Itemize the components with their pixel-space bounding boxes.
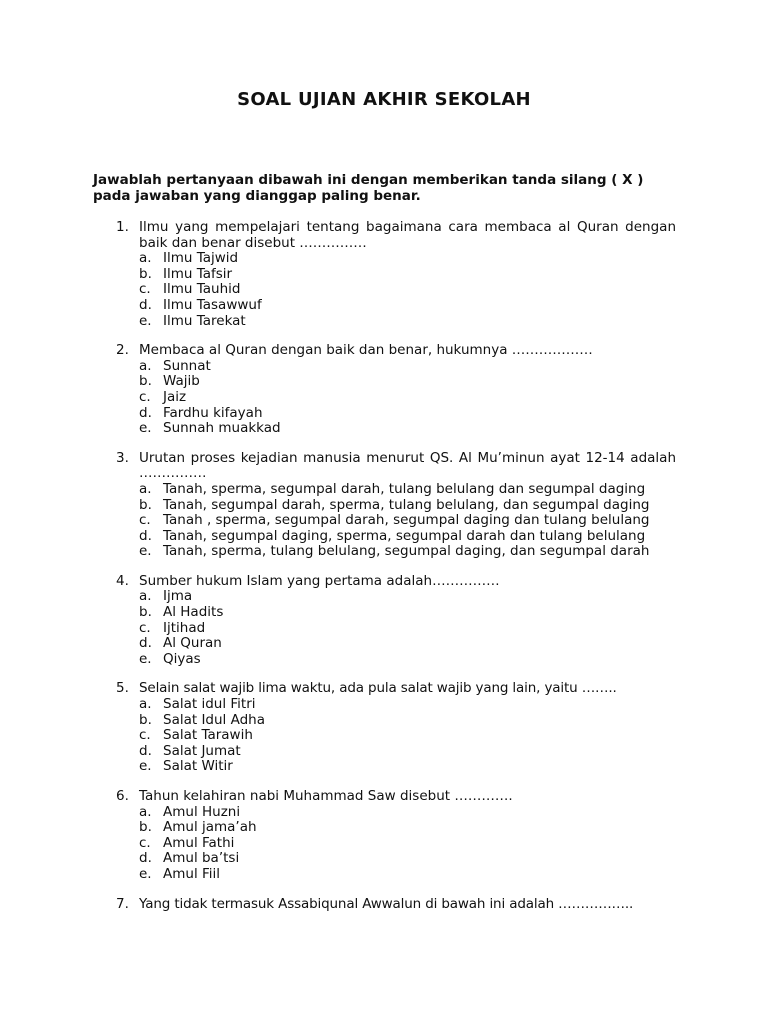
option-item — [139, 314, 676, 330]
option-letter: c. — [139, 281, 151, 298]
question-number: 5. — [116, 680, 129, 697]
option-letter: c. — [139, 388, 151, 405]
option-item — [139, 374, 676, 390]
option-letter: d. — [139, 404, 152, 421]
question-number: 7. — [116, 895, 129, 912]
option-text: Tanah, sperma, segumpal darah, tulang belulang dan segumpal daging — [163, 480, 646, 497]
option-letter: d. — [139, 742, 152, 759]
option-item — [139, 390, 676, 406]
option-item — [139, 298, 676, 314]
option-letter: b. — [139, 265, 152, 282]
option-text: Amul jama’ah — [163, 819, 257, 836]
option-text: Ilmu Tajwid — [163, 250, 239, 267]
option-letter: a. — [139, 480, 152, 497]
option-letter: c. — [139, 512, 151, 529]
option-text: Wajib — [163, 373, 200, 390]
option-list — [139, 589, 676, 667]
option-item — [139, 805, 676, 821]
option-item — [139, 621, 676, 637]
option-text: Ijtihad — [163, 619, 206, 636]
option-text: Ijma — [163, 588, 193, 605]
option-letter: b. — [139, 496, 152, 513]
question-item — [116, 897, 676, 913]
option-item — [139, 652, 676, 668]
option-list — [139, 251, 676, 329]
option-letter: e. — [139, 543, 152, 560]
option-item — [139, 282, 676, 298]
question-text: Urutan proses kejadian manusia menurut QS. Al Mu’minun ayat 12-14 adalah …………… — [139, 449, 676, 482]
option-list — [139, 805, 676, 883]
option-text: Salat Witir — [163, 758, 233, 775]
option-letter: d. — [139, 850, 152, 867]
option-item — [139, 744, 676, 760]
option-item — [139, 359, 676, 375]
option-item — [139, 728, 676, 744]
question-list — [116, 220, 676, 926]
option-letter: d. — [139, 527, 152, 544]
option-text: Amul Fathi — [163, 834, 235, 851]
option-letter: a. — [139, 588, 152, 605]
option-item — [139, 421, 676, 437]
page-title: SOAL UJIAN AKHIR SEKOLAH — [237, 89, 531, 110]
option-text: Ilmu Tasawwuf — [163, 296, 262, 313]
option-letter: d. — [139, 635, 152, 652]
option-letter: a. — [139, 696, 152, 713]
option-letter: a. — [139, 250, 152, 267]
option-letter: b. — [139, 819, 152, 836]
option-text: Salat Jumat — [163, 742, 241, 759]
option-letter: b. — [139, 711, 152, 728]
option-item — [139, 820, 676, 836]
option-letter: e. — [139, 758, 152, 775]
option-letter: e. — [139, 420, 152, 437]
question-text: Selain salat wajib lima waktu, ada pula salat wajib yang lain, yaitu …….. — [139, 680, 617, 697]
option-letter: d. — [139, 296, 152, 313]
question-text: Yang tidak termasuk Assabiqunal Awwalun di bawah ini adalah …………….. — [139, 895, 634, 912]
option-letter: a. — [139, 803, 152, 820]
option-item — [139, 836, 676, 852]
question-item — [116, 789, 676, 883]
question-item — [116, 451, 676, 560]
option-text: Salat idul Fitri — [163, 696, 256, 713]
option-text: Al Hadits — [163, 604, 224, 621]
option-text: Jaiz — [163, 388, 187, 405]
option-item — [139, 544, 676, 560]
option-item — [139, 605, 676, 621]
option-item — [139, 697, 676, 713]
option-text: Ilmu Tarekat — [163, 312, 246, 329]
option-item — [139, 406, 676, 422]
question-text: Ilmu yang mempelajari tentang bagaimana cara membaca al Quran dengan baik dan benar disebut …………… — [139, 219, 676, 251]
option-text: Al Quran — [163, 635, 222, 652]
option-text: Sunnat — [163, 357, 211, 374]
question-number: 1. — [116, 219, 129, 235]
option-text: Tanah, sperma, tulang belulang, segumpal daging, dan segumpal darah — [163, 543, 650, 560]
option-item — [139, 498, 676, 514]
question-number: 3. — [116, 449, 129, 466]
question-item — [116, 220, 676, 329]
question-number: 4. — [116, 572, 129, 589]
option-item — [139, 713, 676, 729]
option-letter: a. — [139, 357, 152, 374]
question-item — [116, 681, 676, 775]
option-item — [139, 867, 676, 883]
option-item — [139, 529, 676, 545]
option-letter: b. — [139, 373, 152, 390]
option-text: Sunnah muakkad — [163, 420, 281, 437]
option-item — [139, 851, 676, 867]
option-text: Ilmu Tauhid — [163, 281, 241, 298]
option-text: Qiyas — [163, 650, 201, 667]
option-letter: c. — [139, 834, 151, 851]
option-item — [139, 482, 676, 498]
option-text: Salat Idul Adha — [163, 711, 265, 728]
question-number: 2. — [116, 342, 129, 359]
option-text: Ilmu Tafsir — [163, 265, 233, 282]
option-letter: e. — [139, 865, 152, 882]
option-item — [139, 251, 676, 267]
option-item — [139, 513, 676, 529]
option-text: Amul ba’tsi — [163, 850, 240, 867]
option-list — [139, 359, 676, 437]
option-text: Amul Huzni — [163, 803, 241, 820]
option-letter: b. — [139, 604, 152, 621]
question-item — [116, 574, 676, 668]
question-text: Membaca al Quran dengan baik dan benar, hukumnya ……………… — [139, 342, 593, 359]
option-list — [139, 697, 676, 775]
option-text: Tanah, segumpal darah, sperma, tulang belulang, dan segumpal daging — [163, 496, 650, 513]
option-item — [139, 267, 676, 283]
option-list — [139, 482, 676, 560]
option-text: Tanah, segumpal daging, sperma, segumpal darah dan tulang belulang — [163, 527, 646, 544]
option-item — [139, 589, 676, 605]
question-number: 6. — [116, 788, 129, 804]
option-text: Salat Tarawih — [163, 727, 253, 744]
option-letter: c. — [139, 727, 151, 744]
option-text: Fardhu kifayah — [163, 404, 263, 421]
option-letter: e. — [139, 312, 152, 329]
option-text: Tanah , sperma, segumpal darah, segumpal daging dan tulang belulang — [163, 512, 650, 529]
question-text: Tahun kelahiran nabi Muhammad Saw disebut …………. — [139, 788, 513, 804]
option-text: Amul Fiil — [163, 865, 221, 882]
option-letter: e. — [139, 650, 152, 667]
question-text: Sumber hukum Islam yang pertama adalah…………… — [139, 572, 500, 589]
option-item — [139, 636, 676, 652]
instruction-text: Jawablah pertanyaan dibawah ini dengan memberikan tanda silang ( X ) pada jawaban yang dianggap paling benar. — [93, 172, 644, 204]
option-letter: c. — [139, 619, 151, 636]
option-item — [139, 759, 676, 775]
question-item — [116, 343, 676, 437]
